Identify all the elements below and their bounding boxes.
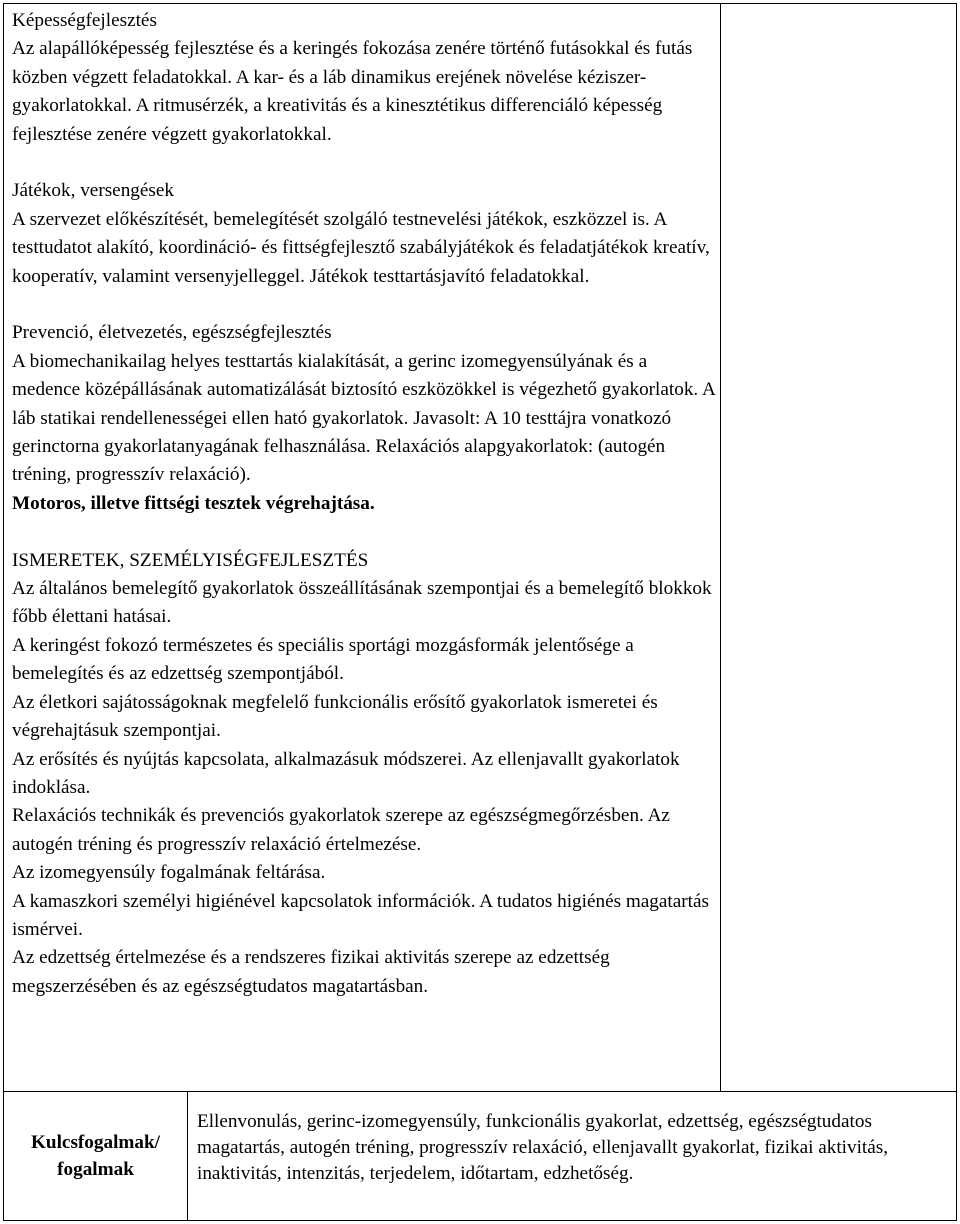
section-text: Az alapállóképesség fejlesztése és a keringés fokozása zenére történő futásokkal és futás közben végzett feladatokkal. A kar- és a láb dinamikus erejének növelése kéziszer-gyakorlatokkal. A ritmusérzék, a kreativitás és a kinesztétikus differenciáló képesség fejlesztése zenére végzett gyakorlatokkal. xyxy=(12,38,693,145)
keywords-text: Ellenvonulás, gerinc-izomegyensúly, funkcionális gyakorlat, edzettség, egészségtudatos magatartás, autogén tréning, progresszív relaxáció, ellenjavallt gyakorlat, fizikai aktivitás, inaktivitás, intenzitás, terjedelem, időtartam, edzhetőség. xyxy=(197,1111,889,1184)
section-text: A szervezet előkészítését, bemelegítését szolgáló testnevelési játékok, eszközzel is. A testtudatot alakító, koordináció- és fittségfejlesztő szabályjátékok és feladatjátékok kreatív, kooperatív, valamint versenyjelleggel. Játékok testtartásjavító feladatokkal. xyxy=(12,208,710,287)
section-heading: Prevenció, életvezetés, egészségfejlesztés xyxy=(12,322,332,344)
section-heading: ISMERETEK, SZEMÉLYISÉGFEJLESZTÉS xyxy=(12,549,369,571)
keywords-table-row xyxy=(3,1091,957,1221)
knowledge-item: Az izomegyensúly fogalmának feltárása. xyxy=(12,862,326,884)
knowledge-item: A keringést fokozó természetes és speciális sportági mozgásformák jelentősége a bemelegítés és az edzettség szempontjából. xyxy=(12,634,634,685)
section-heading: Képességfejlesztés xyxy=(12,10,157,31)
content-cell xyxy=(12,7,716,1001)
section-jatekok xyxy=(12,177,716,291)
keywords-label-line: fogalmak xyxy=(57,1158,134,1180)
section-heading: Játékok, versengések xyxy=(12,180,174,202)
knowledge-item: Az edzettség értelmezése és a rendszeres fizikai aktivitás szerepe az edzettség megszerzésében és az egészségtudatos magatartásban. xyxy=(12,947,610,997)
section-bold-line: Motoros, illetve fittségi tesztek végrehajtása. xyxy=(12,492,375,514)
column-divider xyxy=(720,4,721,1091)
knowledge-item: Relaxációs technikák és prevenciós gyakorlatok szerepe az egészségmegőrzésben. Az autogén tréning és progresszív relaxáció értelmezése. xyxy=(12,805,670,855)
content-table-row xyxy=(3,3,957,1092)
knowledge-item: Az életkori sajátosságoknak megfelelő funkcionális erősítő gyakorlatok ismeretei és végrehajtásuk szempontjai. xyxy=(12,691,658,742)
section-text: A biomechanikailag helyes testtartás kialakítását, a gerinc izomegyensúlyának és a medence középállásának automatizálását biztosító eszközökkel is végezhető gyakorlatok. A láb statikai rendellenességei ellen ható gyakorlatok. Javasolt: A 10 testtájra vonatkozó gerinctorna gyakorlatanyagának felhasználása. Relaxációs alapgyakorlatok: (autogén tréning, progresszív relaxáció). xyxy=(12,350,715,486)
section-kepessegfejlesztes xyxy=(12,7,716,149)
keywords-label-line: Kulcsfogalmak/ xyxy=(31,1131,160,1153)
keywords-label xyxy=(4,1091,187,1220)
section-ismeretek xyxy=(12,547,716,1002)
knowledge-item: A kamaszkori személyi higiénével kapcsolatok információk. A tudatos higiénés magatartás ismérvei. xyxy=(12,890,709,940)
knowledge-item: Az erősítés és nyújtás kapcsolata, alkalmazásuk módszerei. Az ellenjavallt gyakorlatok indoklása. xyxy=(12,748,680,798)
knowledge-item: Az általános bemelegítő gyakorlatok összeállításának szempontjai és a bemelegítő blokkok főbb élettani hatásai. xyxy=(12,578,712,628)
section-prevencio xyxy=(12,319,716,518)
column-divider xyxy=(187,1091,188,1220)
